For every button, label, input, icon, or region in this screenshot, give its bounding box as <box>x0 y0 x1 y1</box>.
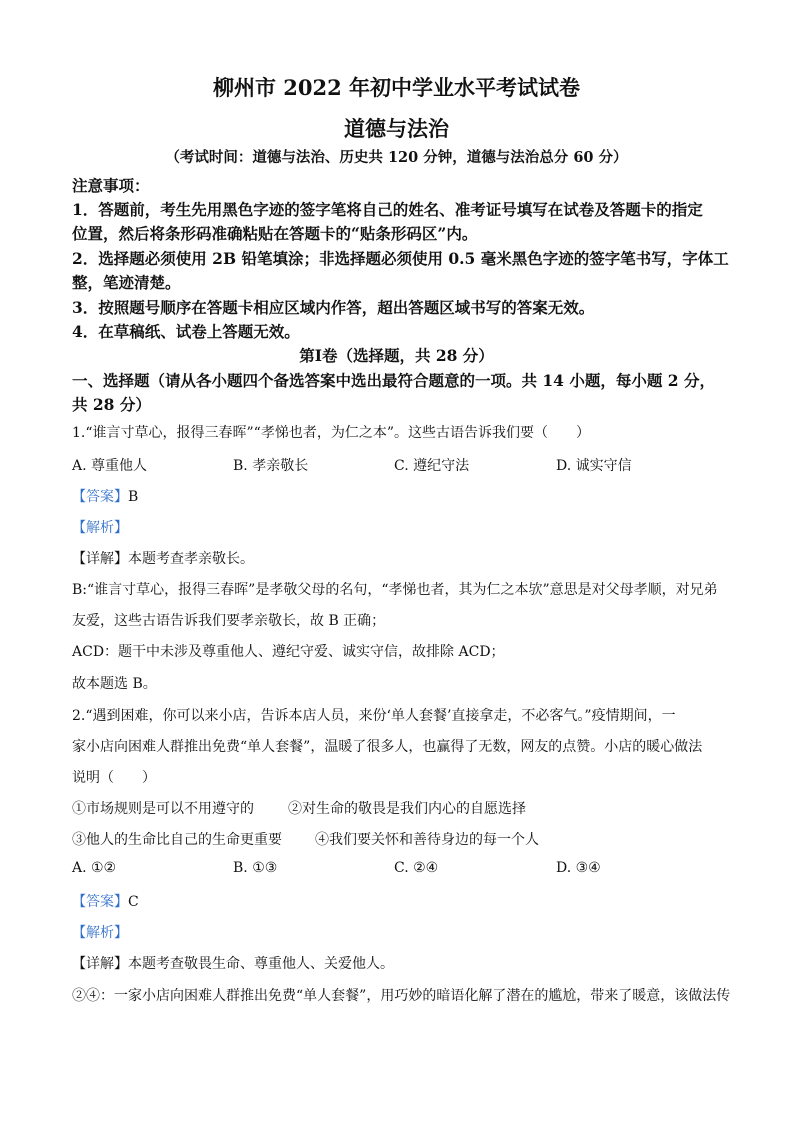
statement-2: ②对生命的敬畏是我们内心的自愿选择 <box>288 801 526 817</box>
q2-options <box>72 860 725 880</box>
answer-tag: 【答案】 <box>72 894 128 910</box>
q1-explanation: B:“谁言寸草心，报得三春晖”是孝敬父母的名句，“孝悌也者，其为仁之本欤”意思是对父母孝顺，对兄弟 <box>72 582 718 598</box>
option-c: C. 遵纪守法 <box>394 458 470 474</box>
q2-detail: 【详解】本题考查敬畏生命、尊重他人、关爱他人。 <box>72 956 394 972</box>
q2-statements <box>72 829 725 849</box>
exam-title: 柳州市 2022 年初中学业水平考试试卷 <box>212 75 581 100</box>
statement-4: ④我们要关怀和善待身边的每一个人 <box>315 832 539 848</box>
section-heading: 共 28 分） <box>72 395 151 414</box>
answer-value: C <box>128 894 139 910</box>
q2-answer <box>72 891 725 911</box>
answer-value: B <box>128 489 139 505</box>
option-c: C. ②④ <box>394 860 439 876</box>
statement-1: ①市场规则是可以不用遵守的 <box>72 801 254 817</box>
note-line: 位置，然后将条形码准确粘贴在答题卡的“贴条形码区”内。 <box>72 224 478 243</box>
q2-stem: 说明（ ） <box>72 770 156 786</box>
q1-explanation: 友爱，这些古语告诉我们要孝亲敬长，故 B 正确； <box>72 613 386 629</box>
note-line: 整，笔迹清楚。 <box>72 273 181 292</box>
option-b: B. 孝亲敬长 <box>233 458 309 474</box>
option-d: D. ③④ <box>556 860 601 876</box>
exam-time: （考试时间：道德与法治、历史共 120 分钟，道德与法治总分 60 分） <box>165 149 628 166</box>
statement-3: ③他人的生命比自己的生命更重要 <box>72 832 282 848</box>
q1-analysis-tag: 【解析】 <box>72 520 128 536</box>
option-a: A. ①② <box>72 860 117 876</box>
q1-detail: 【详解】本题考查孝亲敬长。 <box>72 551 254 567</box>
q2-stem: 2.“遇到困难，你可以来小店，告诉本店人员，来份‘单人套餐’直接拿走，不必客气。”疫情期间，一 <box>72 708 676 724</box>
notes-heading: 注意事项： <box>72 176 150 195</box>
q1-answer <box>72 486 725 506</box>
section-heading: 一、选择题（请从各小题四个备选答案中选出最符合题意的一项。共 14 小题，每小题 2 分， <box>72 371 715 390</box>
subject-title: 道德与法治 <box>344 116 449 141</box>
q2-explanation: ②④：一家小店向困难人群推出免费“单人套餐”，用巧妙的暗语化解了潜在的尴尬，带来了暖意，该做法传 <box>72 988 731 1004</box>
q1-options <box>72 455 725 475</box>
option-d: D. 诚实守信 <box>556 458 632 474</box>
answer-tag: 【答案】 <box>72 489 128 505</box>
option-a: A. 尊重他人 <box>72 458 148 474</box>
note-line: 1．答题前，考生先用黑色字迹的签字笔将自己的姓名、准考证号填写在试卷及答题卡的指定 <box>72 200 703 219</box>
q2-analysis-tag: 【解析】 <box>72 925 128 941</box>
q1-stem: 1.“谁言寸草心，报得三春晖”“孝悌也者，为仁之本”。这些古语告诉我们要（ ） <box>72 425 590 441</box>
q1-conclusion: 故本题选 B。 <box>72 676 157 692</box>
q2-statements <box>72 798 725 818</box>
volume-heading: 第Ⅰ卷（选择题，共 28 分） <box>299 346 494 365</box>
option-b: B. ①③ <box>233 860 278 876</box>
note-line: 2．选择题必须使用 2B 铅笔填涂；非选择题必须使用 0.5 毫米黑色字迹的签字笔书写，字体工 <box>72 249 729 268</box>
q1-explanation: ACD：题干中未涉及尊重他人、遵纪守爱、诚实守信，故排除 ACD； <box>72 644 505 660</box>
q2-stem: 家小店向困难人群推出免费“单人套餐”，温暖了很多人，也赢得了无数，网友的点赞。小店的暖心做法 <box>72 739 703 755</box>
note-line: 4．在草稿纸、试卷上答题无效。 <box>72 322 300 341</box>
note-line: 3．按照题号顺序在答题卡相应区域内作答，超出答题区域书写的答案无效。 <box>72 298 595 317</box>
